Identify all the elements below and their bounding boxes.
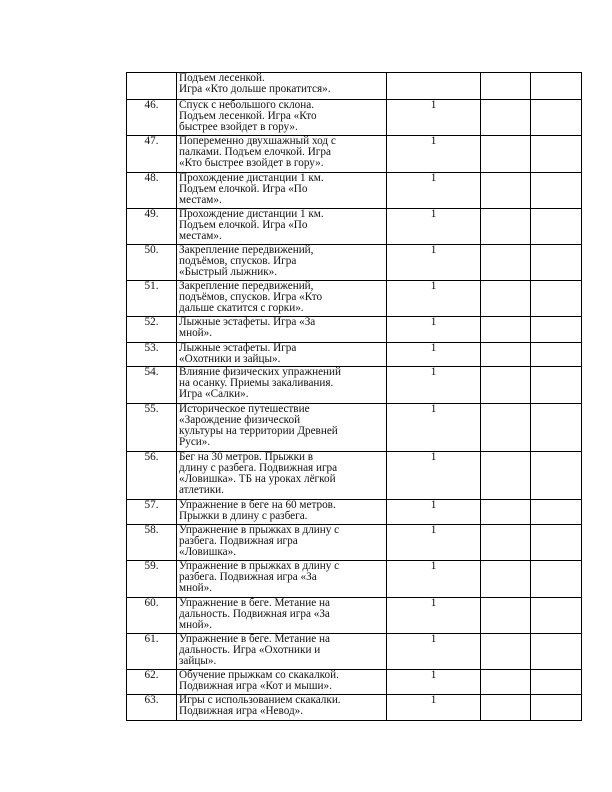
empty-cell — [531, 281, 582, 317]
lesson-hours: 1 — [387, 367, 481, 404]
empty-cell — [481, 136, 531, 173]
lesson-number: 61. — [127, 634, 177, 670]
table-row — [127, 136, 582, 173]
lesson-hours: 1 — [387, 343, 481, 367]
empty-cell — [531, 670, 582, 695]
lesson-topic: Упражнение в беге. Метание на дальность. Игра «Охотники и зайцы». — [177, 634, 387, 670]
lesson-plan-table — [126, 72, 582, 721]
table-row — [127, 634, 582, 670]
empty-cell — [531, 173, 582, 209]
table-row — [127, 367, 582, 404]
empty-cell — [481, 281, 531, 317]
lesson-topic: Обучение прыжкам со скакалкой. Подвижная игра «Кот и мыши». — [177, 670, 387, 695]
lesson-topic: Попеременно двухшажный ход с палками. Подъем елочкой. Игра «Кто быстрее взойдет в гору». — [177, 136, 387, 173]
lesson-hours: 1 — [387, 317, 481, 343]
empty-cell — [481, 209, 531, 245]
empty-cell — [531, 695, 582, 721]
lesson-hours: 1 — [387, 452, 481, 500]
empty-cell — [531, 136, 582, 173]
lesson-number: 56. — [127, 452, 177, 500]
lesson-number: 47. — [127, 136, 177, 173]
empty-cell — [481, 525, 531, 561]
empty-cell — [531, 525, 582, 561]
empty-cell — [531, 452, 582, 500]
lesson-hours: 1 — [387, 173, 481, 209]
empty-cell — [481, 100, 531, 136]
lesson-topic: Лыжные эстафеты. Игра «Охотники и зайцы». — [177, 343, 387, 367]
lesson-topic: Влияние физических упражнений на осанку. Приемы закаливания. Игра «Салки». — [177, 367, 387, 404]
table-row — [127, 695, 582, 721]
empty-cell — [481, 695, 531, 721]
table-row — [127, 281, 582, 317]
lesson-topic: Упражнение в прыжках в длину с разбега. Подвижная игра «Ловишка». — [177, 525, 387, 561]
lesson-topic: Прохождение дистанции 1 км. Подъем елочкой. Игра «По местам». — [177, 209, 387, 245]
lesson-hours: 1 — [387, 500, 481, 525]
lesson-number: 62. — [127, 670, 177, 695]
lesson-number: 60. — [127, 598, 177, 634]
empty-cell — [481, 317, 531, 343]
table-row — [127, 73, 582, 100]
lesson-number: 54. — [127, 367, 177, 404]
empty-cell — [531, 343, 582, 367]
lesson-hours: 1 — [387, 598, 481, 634]
lesson-number: 50. — [127, 245, 177, 281]
lesson-topic: Закрепление передвижений, подъёмов, спусков. Игра «Быстрый лыжник». — [177, 245, 387, 281]
empty-cell — [481, 670, 531, 695]
lesson-topic: Спуск с небольшого склона. Подъем лесенкой. Игра «Кто быстрее взойдет в гору». — [177, 100, 387, 136]
empty-cell — [531, 634, 582, 670]
table-row — [127, 245, 582, 281]
table-row — [127, 404, 582, 452]
lesson-plan-body — [127, 73, 582, 721]
lesson-hours: 1 — [387, 695, 481, 721]
empty-cell — [481, 634, 531, 670]
table-row — [127, 561, 582, 598]
lesson-topic: Лыжные эстафеты. Игра «За мной». — [177, 317, 387, 343]
table-row — [127, 670, 582, 695]
lesson-number: 59. — [127, 561, 177, 598]
table-row — [127, 173, 582, 209]
lesson-hours: 1 — [387, 561, 481, 598]
lesson-hours: 1 — [387, 245, 481, 281]
lesson-hours: 1 — [387, 100, 481, 136]
lesson-number: 53. — [127, 343, 177, 367]
empty-cell — [481, 500, 531, 525]
table-row — [127, 100, 582, 136]
lesson-topic: Упражнение в беге. Метание на дальность. Подвижная игра «За мной». — [177, 598, 387, 634]
empty-cell — [531, 500, 582, 525]
lesson-number: 52. — [127, 317, 177, 343]
table-row — [127, 209, 582, 245]
empty-cell — [481, 245, 531, 281]
lesson-topic: Закрепление передвижений, подъёмов, спусков. Игра «Кто дальше скатится с горки». — [177, 281, 387, 317]
lesson-number: 58. — [127, 525, 177, 561]
table-row — [127, 317, 582, 343]
empty-cell — [531, 317, 582, 343]
empty-cell — [531, 73, 582, 100]
empty-cell — [531, 404, 582, 452]
lesson-topic: Игры с использованием скакалки. Подвижная игра «Невод». — [177, 695, 387, 721]
empty-cell — [531, 367, 582, 404]
lesson-number: 51. — [127, 281, 177, 317]
empty-cell — [531, 100, 582, 136]
lesson-topic: Упражнение в беге на 60 метров. Прыжки в длину с разбега. — [177, 500, 387, 525]
lesson-topic: Бег на 30 метров. Прыжки в длину с разбега. Подвижная игра «Ловишка». ТБ на уроках лёгкой атлетики. — [177, 452, 387, 500]
empty-cell — [481, 367, 531, 404]
table-row — [127, 343, 582, 367]
table-row — [127, 500, 582, 525]
table-row — [127, 525, 582, 561]
lesson-hours: 1 — [387, 525, 481, 561]
lesson-number: 63. — [127, 695, 177, 721]
empty-cell — [531, 598, 582, 634]
table-row — [127, 598, 582, 634]
empty-cell — [481, 343, 531, 367]
lesson-topic: Историческое путешествие «Зарождение физической культуры на территории Древней Руси». — [177, 404, 387, 452]
lesson-topic: Упражнение в прыжках в длину с разбега. Подвижная игра «За мной». — [177, 561, 387, 598]
lesson-topic: Прохождение дистанции 1 км. Подъем елочкой. Игра «По местам». — [177, 173, 387, 209]
lesson-number: 57. — [127, 500, 177, 525]
lesson-hours: 1 — [387, 209, 481, 245]
lesson-hours — [387, 73, 481, 100]
empty-cell — [481, 173, 531, 209]
lesson-topic: Подъем лесенкой. Игра «Кто дольше прокатится». — [177, 73, 387, 100]
table-row — [127, 452, 582, 500]
lesson-number: 55. — [127, 404, 177, 452]
empty-cell — [481, 452, 531, 500]
lesson-number: 46. — [127, 100, 177, 136]
empty-cell — [481, 404, 531, 452]
lesson-hours: 1 — [387, 281, 481, 317]
lesson-number: 49. — [127, 209, 177, 245]
empty-cell — [531, 561, 582, 598]
lesson-number: 48. — [127, 173, 177, 209]
lesson-hours: 1 — [387, 634, 481, 670]
empty-cell — [481, 73, 531, 100]
lesson-number — [127, 73, 177, 100]
empty-cell — [531, 209, 582, 245]
empty-cell — [531, 245, 582, 281]
empty-cell — [481, 561, 531, 598]
empty-cell — [481, 598, 531, 634]
lesson-hours: 1 — [387, 670, 481, 695]
lesson-hours: 1 — [387, 136, 481, 173]
lesson-hours: 1 — [387, 404, 481, 452]
